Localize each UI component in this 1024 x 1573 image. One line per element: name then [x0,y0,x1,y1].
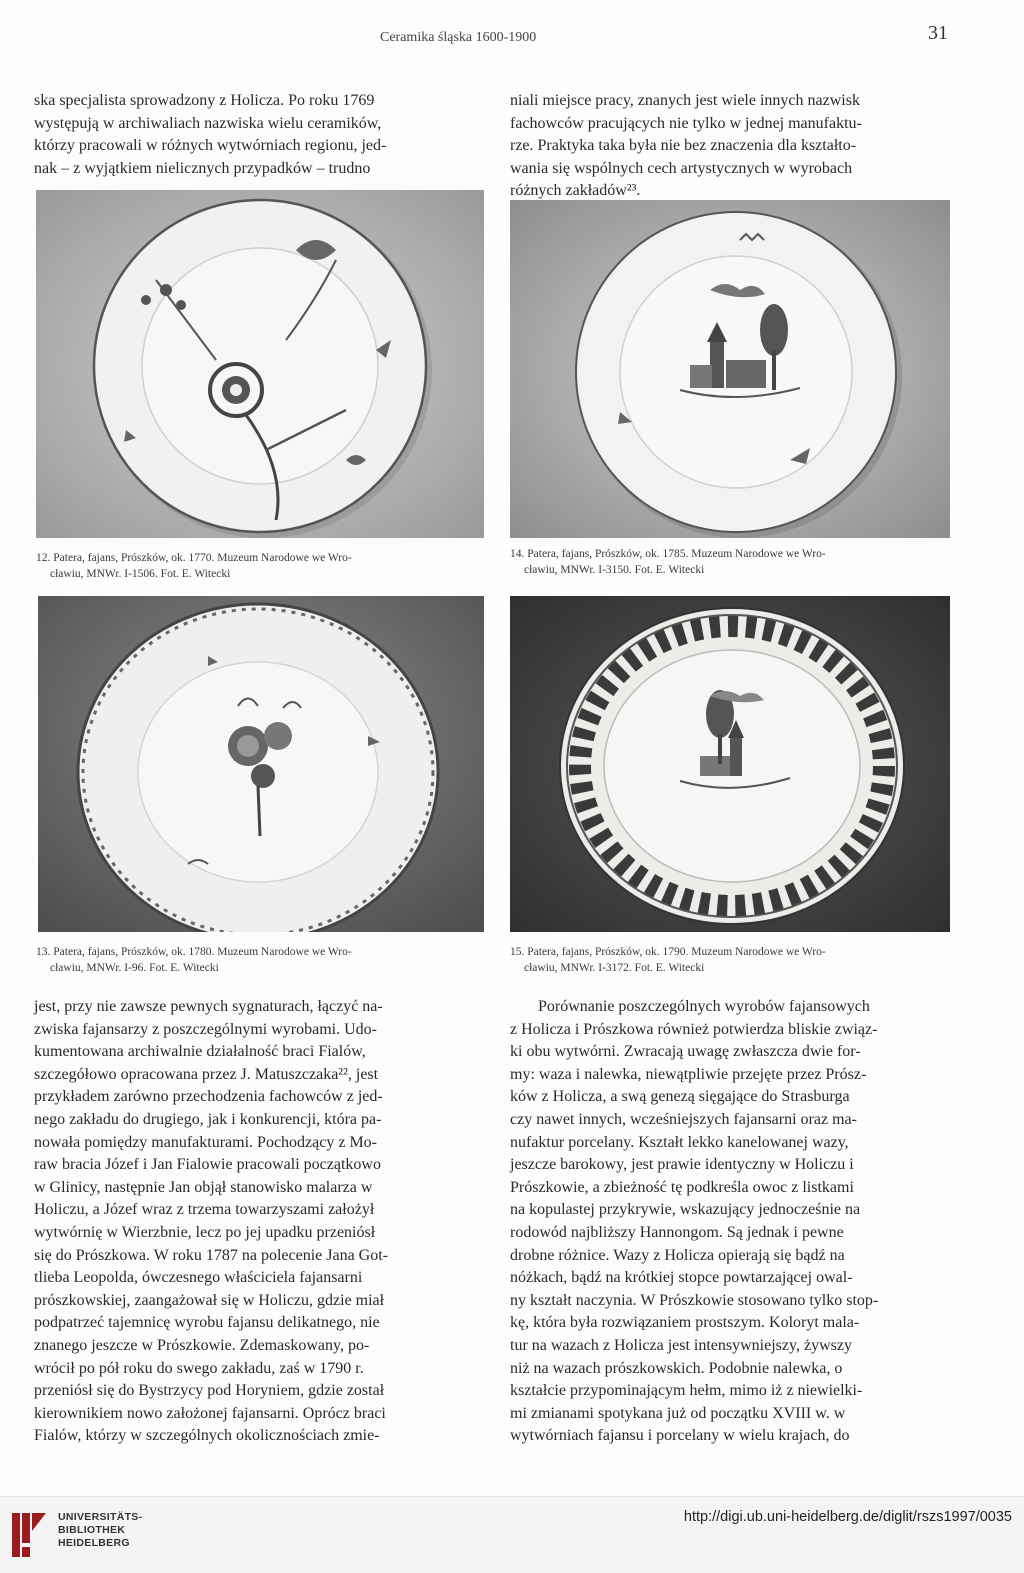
text-line: fachowców pracujących nie tylko w jednej manufaktu- [510,114,862,132]
text-line: nak – z wyjątkiem nielicznych przypadków – trudno [34,159,371,177]
institution-line: UNIVERSITÄTS- [58,1511,143,1523]
figure-13-caption [36,944,488,976]
library-logo-icon [10,1507,50,1563]
text-line: rodowód najbliższy Hannongom. Są jednak i pewne [510,1223,844,1241]
caption-line: cławiu, MNWr. I-3172. Fot. E. Witecki [524,962,705,974]
text-line: jest, przy nie zawsze pewnych sygnaturach, łączyć na- [34,998,383,1015]
institution-line: BIBLIOTHEK [58,1524,126,1536]
caption-line: cławiu, MNWr. I-3150. Fot. E. Witecki [524,564,705,576]
text-line: ny kształt naczynia. W Prószkowie stosowano tylko stop- [510,1291,879,1309]
text-line: wytwórniach fajansu i porcelany w wielu krajach, do [510,1427,850,1445]
text-line: prószkowskiej, zaangażował się w Holiczu, gdzie miał [34,1291,385,1309]
text-line: kierownikiem nowo założonej fajansarni. Oprócz braci [34,1404,386,1422]
figure-15-photo [510,596,950,932]
plate-13-illustration [38,596,484,932]
text-line: my: waza i nalewka, niewątpliwie przejęte przez Prósz- [510,1065,867,1083]
digitization-footer [0,1496,1024,1573]
text-line: raw bracia Józef i Jan Fialowie pracowali początkowo [34,1156,381,1174]
text-line: drobne różnice. Wazy z Holicza opierają się bądź na [510,1246,845,1264]
text-line: czy nawet innych, wcześniejszych fajansarni oraz ma- [510,1110,857,1128]
university-library-logo [10,1507,50,1567]
text-line: Porównanie poszczególnych wyrobów fajansowych [538,998,870,1015]
caption-line: 15. Patera, fajans, Prószków, ok. 1790. Muzeum Narodowe we Wro- [510,946,826,958]
text-line: w Glinicy, następnie Jan objął stanowisko malarza w [34,1178,373,1196]
caption-line: cławiu, MNWr. I-1506. Fot. E. Witecki [50,568,231,580]
text-line: mi zmianami spotykana już od początku XVIII w. w [510,1404,846,1422]
text-line: Holiczu, a Józef wraz z trzema towarzyszami założył [34,1201,375,1219]
text-line: kształcie przypominającym hełm, mimo iż z niewielki- [510,1382,863,1400]
text-line: przeniósł się do Bystrzycy pod Horyniem, gdzie został [34,1382,385,1400]
caption-line: cławiu, MNWr. I-96. Fot. E. Witecki [50,962,219,974]
caption-line: 13. Patera, fajans, Prószków, ok. 1780. Muzeum Narodowe we Wro- [36,946,352,958]
text-line: rze. Praktyka taka była nie bez znaczenia dla kształto- [510,137,857,155]
text-line: wania się wspólnych cech artystycznych w wyrobach [510,159,853,177]
plate-12-illustration [36,190,484,538]
text-line: znanego jeszcze w Prószkowie. Zdemaskowany, po- [34,1336,370,1354]
text-line: ska specjalista sprowadzony z Holicza. Po roku 1769 [34,92,375,109]
text-line: niali miejsce pracy, znanych jest wiele innych nazwisk [510,92,860,109]
text-line: ki obu wytwórni. Zwracają uwagę zwłaszcza dwie for- [510,1043,861,1061]
text-line: podpatrzeć tajemnicę wyrobu fajansu delikatnego, nie [34,1314,380,1332]
text-line: kę, która była rozwiązaniem prostszym. Koloryt mala- [510,1314,860,1332]
caption-line: 14. Patera, fajans, Prószków, ok. 1785. Muzeum Narodowe we Wro- [510,548,826,560]
text-line: tlieba Leopolda, ówczesnego właściciela fajansarni [34,1269,363,1287]
text-line: nóżkach, bądź na krótkiej stopce powtarzającej owal- [510,1269,853,1287]
text-line: jeszcze barokowy, jest prawie identyczny w Holiczu i [510,1156,854,1174]
plate-15-illustration [510,596,950,932]
body-left-column [34,996,486,1448]
text-line: występują w archiwaliach nazwiska wielu ceramików, [34,114,382,132]
text-line: różnych zakładów²³. [510,182,641,200]
text-line: nego zakładu do drugiego, jak i konkurencji, która pa- [34,1110,382,1128]
page-number: 31 [928,22,948,44]
text-line: niż na wazach prószkowskich. Podobnie nalewka, o [510,1359,843,1377]
text-line: na kopulastej przykrywie, wskazujący jednocześnie na [510,1201,861,1219]
text-line: nowała pomiędzy manufakturami. Pochodzący z Mo- [34,1133,377,1151]
text-line: kumentowana archiwalnie działalność braci Fialów, [34,1043,366,1061]
figure-13-photo [38,596,484,932]
text-line: zwiska fajansarzy z poszczególnymi wyrobami. Udo- [34,1020,377,1038]
page-header [0,20,1024,50]
intro-left-paragraph [34,90,484,180]
text-line: z Holicza i Prószkowa również potwierdza bliskie związ- [510,1020,878,1038]
figure-12-photo [36,190,484,538]
intro-right-paragraph [510,90,960,203]
text-line: Prószkowie, a zbieżność tę podkreśla owoc z listkami [510,1178,854,1196]
text-line: ków z Holicza, a swą genezą sięgające do Strasburga [510,1088,850,1106]
text-line: się do Prószkowa. W roku 1787 na polecenie Jana Got- [34,1246,388,1264]
institution-name [58,1511,142,1550]
figure-12-caption [36,550,488,582]
source-url-link[interactable]: http://digi.ub.uni-heidelberg.de/diglit/rszs1997/0035 [683,1509,1012,1525]
body-right-column [510,996,962,1448]
text-line: którzy pracowali w różnych wytwórniach regionu, jed- [34,137,387,155]
running-title: Ceramika śląska 1600-1900 [380,30,537,45]
institution-line: HEIDELBERG [58,1537,130,1549]
text-line: szczegółowo opracowana przez J. Matuszczaka²², jest [34,1065,379,1083]
figure-14-photo [510,200,950,538]
figure-14-caption [510,546,960,578]
text-line: wrócił po pół roku do swego zakładu, zaś w 1790 r. [34,1359,364,1377]
text-line: tur na wazach z Holicza jest intensywniejszy, żywszy [510,1336,852,1354]
figure-15-caption [510,944,960,976]
text-line: przykładem zarówno przechodzenia fachowców z jed- [34,1088,383,1106]
text-line: Fialów, którzy w szczególnych okolicznościach zmie- [34,1427,380,1445]
caption-line: 12. Patera, fajans, Prószków, ok. 1770. Muzeum Narodowe we Wro- [36,552,352,564]
plate-14-illustration [510,200,950,538]
text-line: wytwórnię w Wierzbnie, lecz po jej upadku przeniósł [34,1223,376,1241]
text-line: nufaktur porcelany. Kształt lekko kanelowanej wazy, [510,1133,849,1151]
